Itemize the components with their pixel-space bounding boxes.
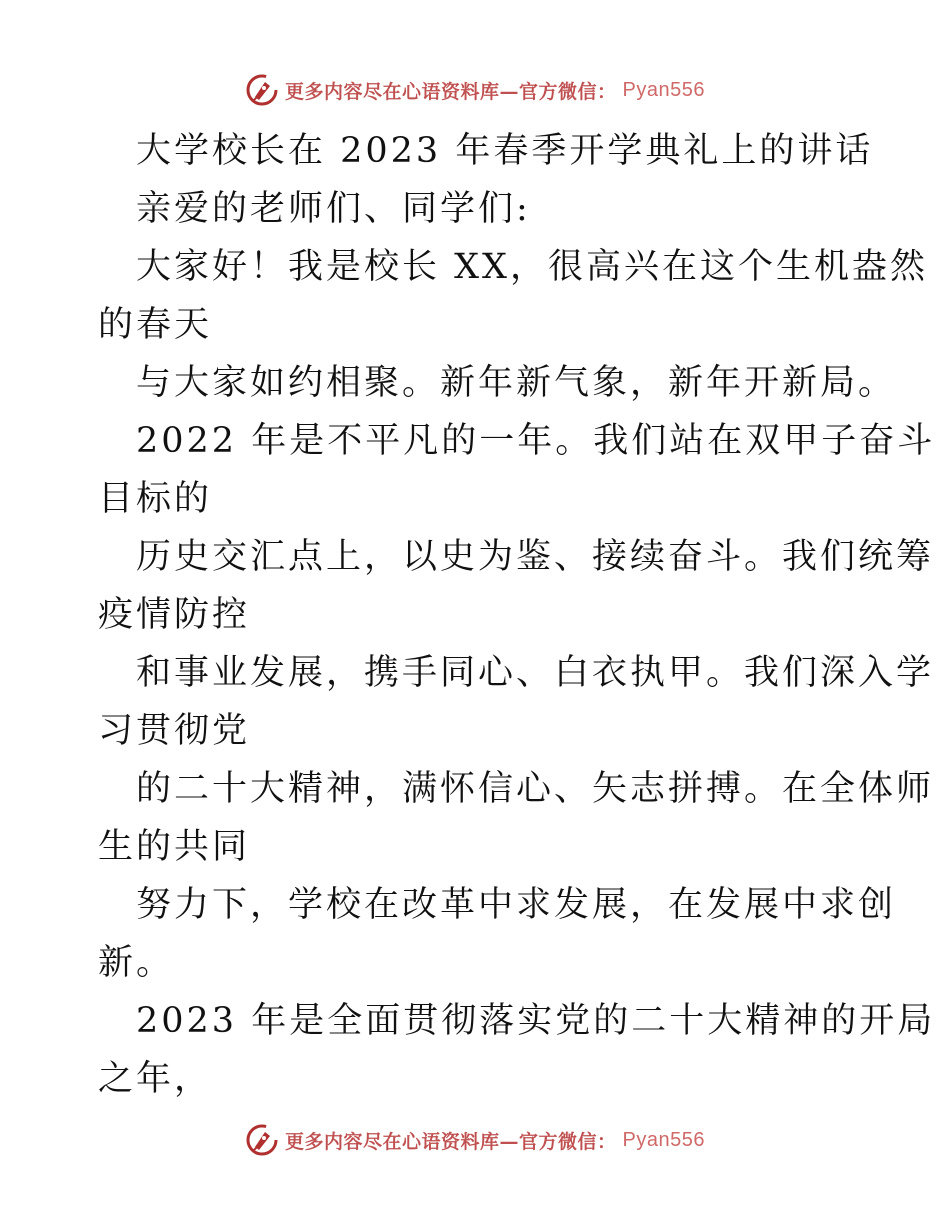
paragraph-line: 亲爱的老师们、同学们: [136,189,531,229]
paragraph-line: 与大家如约相聚。新年新气象，新年开新局。 [136,363,897,403]
watermark-wechat-id: Pyan556 [622,78,705,101]
paragraph-line: 历史交汇点上，以史为鉴、接续奋斗。我们统筹 [136,537,935,577]
paragraph-line: 2022 年是不平凡的一年。我们站在双甲子奋斗 [136,421,936,461]
paragraph-line: 的二十大精神，满怀信心、矢志拼搏。在全体师 [136,769,935,809]
header-watermark [0,72,950,108]
paragraph-line: 新。 [98,943,175,983]
paragraph-line: 2023 年是全面贯彻落实党的二十大精神的开局 [136,1001,936,1041]
paragraph-line: 的春天 [98,305,213,345]
paragraph-line: 生的共同 [98,827,251,867]
watermark-wechat-id: Pyan556 [622,1128,705,1151]
footer-watermark [0,1122,950,1158]
paragraph-line: 目标的 [98,479,213,519]
watermark-text: 更多内容尽在心语资料库—官方微信： [285,1130,617,1153]
document-body [98,122,936,1108]
paragraph-line: 之年， [98,1059,213,1099]
pen-nib-logo [245,73,279,107]
document-title: 大学校长在 2023 年春季开学典礼上的讲话 [136,131,874,171]
paragraph-line: 习贯彻党 [98,711,251,751]
watermark-text: 更多内容尽在心语资料库—官方微信： [285,80,617,103]
paragraph-line: 努力下，学校在改革中求发展，在发展中求创 [136,885,897,925]
pen-nib-logo [245,1123,279,1157]
paragraph-line: 和事业发展，携手同心、白衣执甲。我们深入学 [136,653,935,693]
paragraph-line: 大家好！我是校长 XX，很高兴在这个生机盎然 [136,247,928,287]
paragraph-line: 疫情防控 [98,595,251,635]
